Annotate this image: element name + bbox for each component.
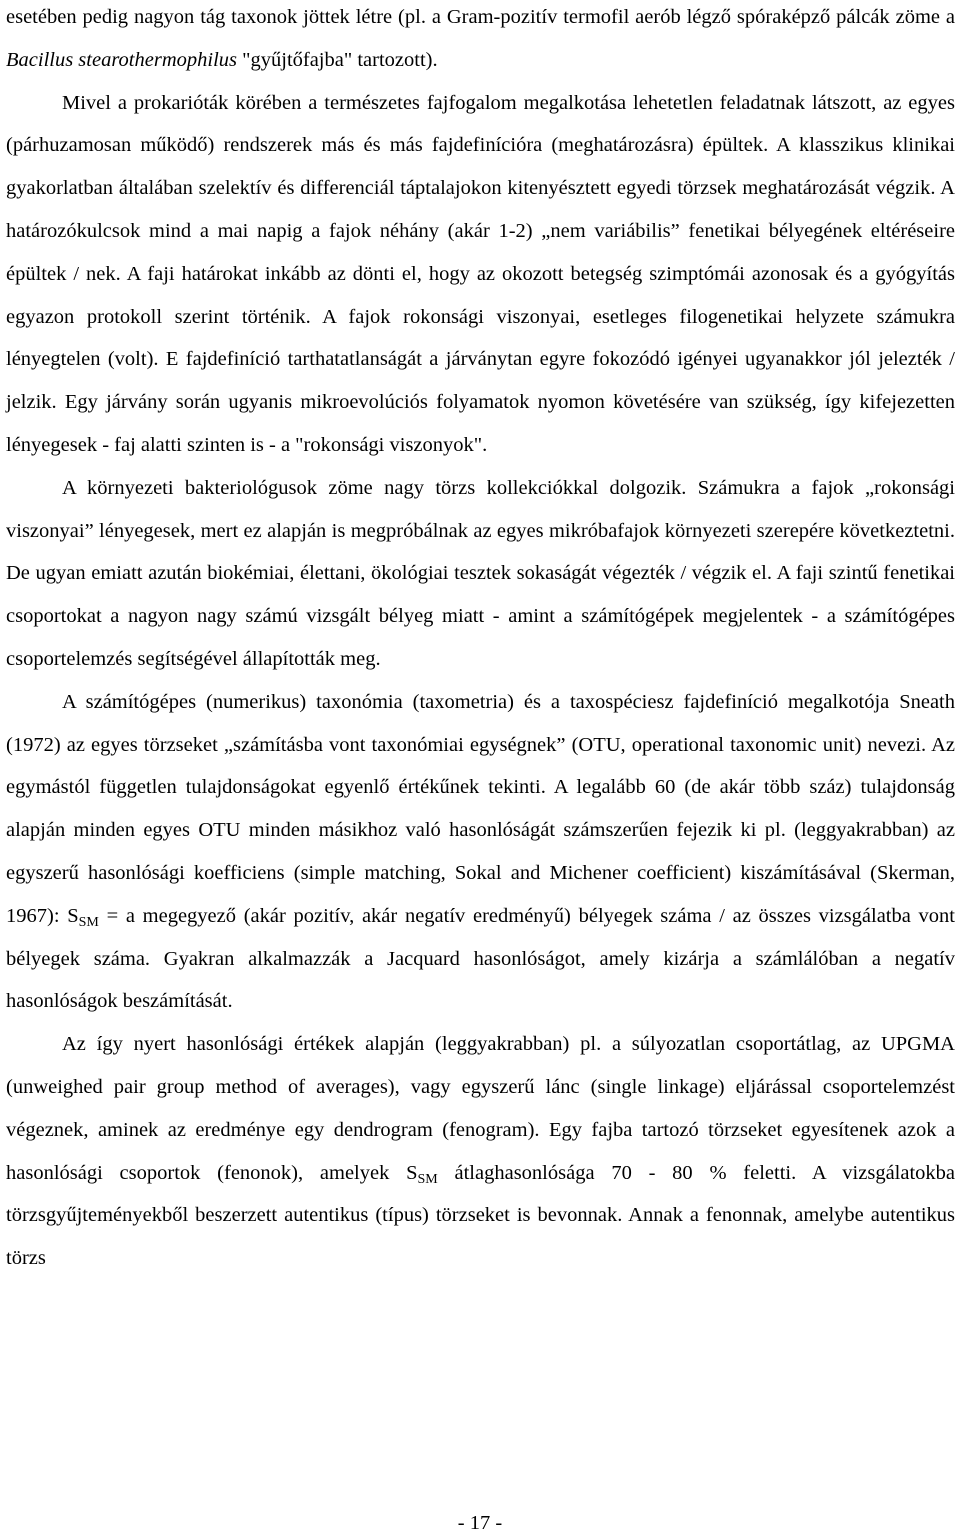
subscript: SM [78,914,99,930]
text-run: Az így nyert hasonlósági értékek alapján (leggyakrabban) pl. a súlyozatlan csoportátlag, az UPGMA (unweighed pair group method of averages), vagy egyszerű lánc (single linkage) eljárással csoportelemzést végeznek, aminek az eredménye egy dendrogram (fenogram). Egy fajba tartozó törzseket egyesítenek azok a hasonlósági csoportok (fenonok), amelyek S [6,1033,955,1184]
italic-term: Bacillus stearothermophilus [6,48,237,71]
paragraph [6,467,955,681]
paragraph [6,82,955,467]
subscript: SM [417,1171,438,1187]
paragraph [6,1023,955,1280]
paragraph [6,0,955,82]
page-number: - 17 - [457,1512,503,1534]
text-run: átlaghasonlósága 70 - 80 % feletti. A vizsgálatokba törzsgyűjteményekből beszerzett autentikus (típus) törzseket is bevonnak. Annak a fenonnak, amelybe autentikus törzs [6,1161,956,1270]
text-run: = a megegyező (akár pozitív, akár negatív eredményű) bélyegek száma / az összes vizsgálatba vont bélyegek száma. Gyakran alkalmazzák a Jacquard hasonlóságot, amely kizárja a számlálóban a negatív hasonlóságok beszámítását. [6,904,955,1013]
text-run: "gyűjtőfajba" tartozott). [237,48,438,71]
document-page [6,0,955,1280]
text-run: esetében pedig nagyon tág taxonok jöttek létre (pl. a Gram-pozitív termofil aerób légző spóraképző pálcák zöme a [6,6,955,28]
paragraph [6,681,955,1023]
body-text [6,0,955,1280]
text-run: A számítógépes (numerikus) taxonómia (taxometria) és a taxospéciesz fajdefiníció megalkotója Sneath (1972) az egyes törzseket „számításba vont taxonómiai egységnek” (OTU, operational taxonomic unit) nevezi. Az egymástól független tulajdonságokat egyenlő értékűnek tekinti. A legalább 60 (de akár több száz) tulajdonság alapján minden egyes OTU minden másikhoz való hasonlóságát számszerűen fejezik ki pl. (leggyakrabban) az egyszerű hasonlósági koefficiens (simple matching, Sokal and Michener coefficient) kiszámításával (Skerman, 1967): S [6,690,955,927]
text-run: Mivel a prokarióták körében a természetes fajfogalom megalkotása lehetetlen feladatnak látszott, az egyes (párhuzamosan működő) rendszerek más és más fajdefinícióra (meghatározásra) épültek. A klasszikus klinikai gyakorlatban általában szelektív és differenciál táptalajokon kitenyésztett egyedi törzsek meghatározását végzik. A határozókulcsok mind a mai napig a fajok néhány (akár 1-2) „nem variábilis” fenetikai bélyegének eltéréseire épültek / nek. A faji határokat inkább az dönti el, hogy az okozott betegség szimptómái azonosak és a gyógyítás egyazon protokoll szerint történik. A fajok rokonsági viszonyai, esetleges filogenetikai helyzete számukra lényegtelen (volt). E fajdefiníció tarthatatlanságát a járványtan egyre fokozódó igényei ugyanakkor jól jelezték / jelzik. Egy járvány során ugyanis mikroevolúciós folyamatok nyomon követésére van szükség, így kifejezetten lényegesek - faj alatti szinten is - a "rokonsági viszonyok". [6,91,955,456]
text-run: A környezeti bakteriológusok zöme nagy törzs kollekciókkal dolgozik. Számukra a fajok „rokonsági viszonyai” lényegesek, mert ez alapján is megpróbálnak az egyes mikróbafajok környezeti szerepére következtetni. De ugyan emiatt azután biokémiai, élettani, ökológiai tesztek sokaságát végezték / végzik el. A faji szintű fenetikai csoportokat a nagyon nagy számú vizsgált bélyeg miatt - amint a számítógépek megjelentek - a számítógépes csoportelemzés segítségével állapították meg. [6,476,955,670]
